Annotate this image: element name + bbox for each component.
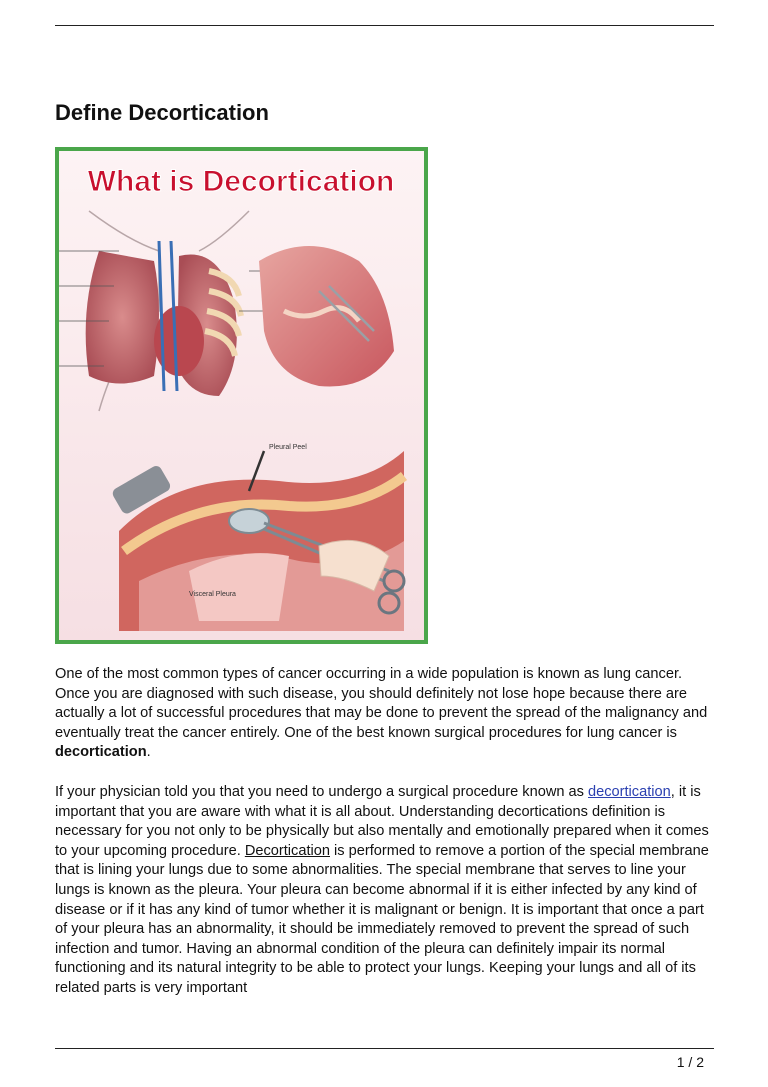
label-pleural-peel: Pleural Peel — [269, 444, 307, 451]
page-title: Define Decortication — [55, 100, 269, 125]
article-body — [55, 665, 720, 1019]
label-visceral-pleura: Visceral Pleura — [189, 591, 236, 598]
top-rule — [55, 25, 714, 26]
figure-heading: What is Decortication — [87, 165, 395, 198]
paragraph-2-end: is performed to remove a portion of the special membrane that is lining your lungs due to some abnormalities. The special membrane that serves to line your lungs is known as the pleura. Your pleura can become abnormal if it is either infected by any kind of disease or if it has any kind of tumor whether it is malignant or benign. It is important that once a part of your pleura has an abnormality, it should be immediately removed to prevent the spread of such infection and tumor. Having an abnormal condition of the pleura can definitely impair its normal functioning and its natural integrity to be able to protect your lungs. Keeping your lungs and all of its related parts is very important — [55, 842, 709, 996]
decortication-underlined: Decortication — [244, 842, 330, 859]
paragraph-2-start: If your physician told you that you need to undergo a surgical procedure known as — [55, 783, 588, 800]
keyword-decortication: decortication — [55, 744, 147, 761]
paragraph-1 — [55, 665, 720, 763]
page-number: 1 / 2 — [676, 1054, 704, 1070]
paragraph-2 — [55, 783, 720, 999]
paragraph-1-text: One of the most common types of cancer occurring in a wide population is known as lung cancer. Once you are diagnosed with such disease, you should definitely not lose hope because there are actually a lot of successful procedures that may be done to prevent the spread of the malignancy and eventually treat the cancer entirely. One of the best known surgical procedures for lung cancer is — [55, 666, 708, 741]
illustration-canvas — [59, 151, 424, 640]
decortication-illustration — [55, 147, 428, 644]
paragraph-2-mid: , it is important that you are aware with what it is all about. Understanding decortications definition is necessary for you not only to be physically but also mentally and emotionally prepared when it comes to your upcoming procedure. — [55, 783, 709, 859]
decortication-link[interactable]: decortication — [588, 783, 671, 800]
left-lung — [86, 251, 159, 384]
paragraph-1-end: . — [146, 744, 151, 761]
forceps-tip — [229, 509, 269, 533]
bottom-rule — [55, 1048, 714, 1049]
